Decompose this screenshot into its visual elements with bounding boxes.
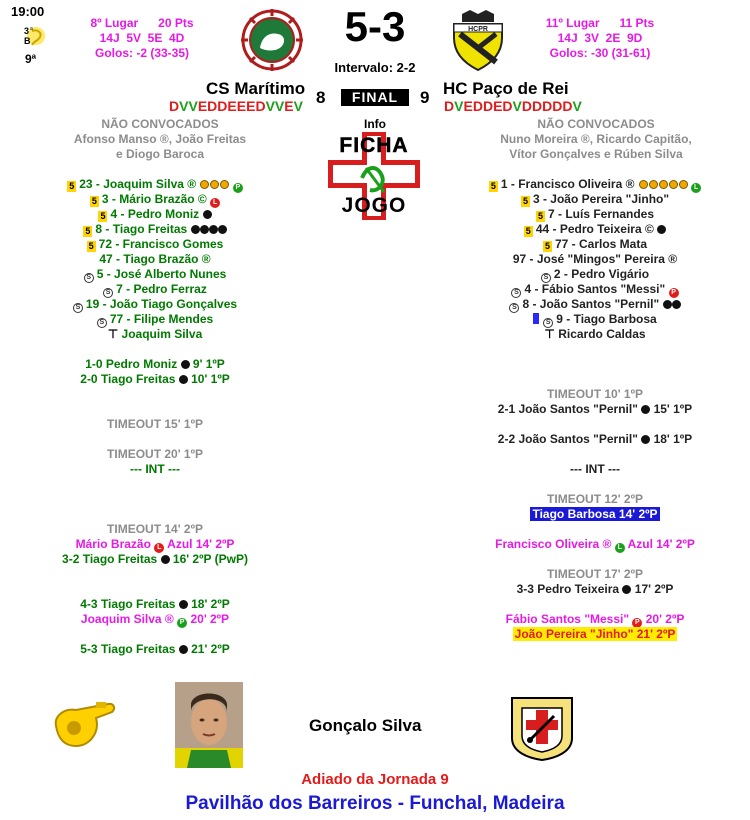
event-text: --- INT ---: [570, 462, 620, 476]
form-result: V: [512, 98, 522, 114]
form-result: D: [482, 98, 494, 114]
round-label: 9ª: [25, 52, 37, 66]
substitute-icon: S: [511, 288, 521, 298]
event-text: 3-2 Tiago Freitas: [62, 552, 158, 566]
starter-badge: 5: [69, 181, 75, 191]
player-name: 4 - Fábio Santos "Messi": [524, 282, 666, 296]
halftime-score: Intervalo: 2-2: [334, 60, 416, 75]
home-goals: Golos: -2 (33-35): [94, 46, 190, 60]
event-text: Joaquim Silva ®: [80, 612, 174, 626]
substitute-icon: S: [84, 273, 94, 283]
svg-text:a: a: [30, 26, 33, 32]
red-card-icon: L: [154, 543, 164, 553]
event-time: 20' 2ºP: [645, 612, 685, 626]
goal-ball-icon: [641, 435, 650, 444]
player-name: 8 - João Santos "Pernil": [522, 297, 660, 311]
player-name: 72 - Francisco Gomes: [98, 237, 224, 251]
substitute-icon: S: [97, 318, 107, 328]
form-result: D: [562, 98, 573, 114]
goal-ball-icon: [218, 225, 227, 234]
event-text: 2-1 João Santos "Pernil": [497, 402, 638, 416]
goal-ball-icon: [179, 645, 188, 654]
form-result: E: [236, 98, 247, 114]
starter-badge: 5: [525, 226, 531, 236]
starter-badge: 5: [544, 241, 550, 251]
jogo-label: JOGO: [341, 194, 407, 217]
event-text: 2-0 Tiago Freitas: [80, 372, 176, 386]
player-name: Joaquim Silva: [121, 327, 203, 341]
event-row: [10, 612, 300, 627]
away-absent-title: NÃO CONVOCADOS: [537, 117, 655, 131]
event-row: [450, 492, 740, 507]
form-result: V: [572, 98, 582, 114]
player-row[interactable]: [450, 327, 740, 342]
player-name: 4 - Pedro Moniz: [110, 207, 200, 221]
event-time: 17' 2ºP: [634, 582, 674, 596]
event-text: TIMEOUT 10' 1ºP: [547, 387, 643, 401]
home-standing: [62, 16, 222, 61]
player-row[interactable]: [10, 267, 300, 282]
round-badge-icon: [22, 23, 48, 49]
player-name: 1 - Francisco Oliveira ®: [500, 177, 635, 191]
form-result: V: [293, 98, 303, 114]
player-row[interactable]: [10, 327, 300, 342]
event-time: Azul 14' 2ºP: [627, 537, 695, 551]
home-events: [10, 357, 300, 677]
event-row: [10, 642, 300, 657]
event-row: [450, 507, 740, 522]
home-record: 14J 5V 5E 4D: [99, 31, 185, 45]
away-absent-line1: Nuno Moreira ®, Ricardo Capitão,: [500, 132, 692, 146]
event-row: [450, 582, 740, 597]
referee-photo: [175, 682, 243, 768]
player-name: 7 - Pedro Ferraz: [116, 282, 207, 296]
event-row: [10, 372, 300, 387]
goal-ball-icon: [200, 225, 209, 234]
green-card-icon: P: [177, 618, 187, 628]
event-row: [10, 462, 300, 477]
event-text: TIMEOUT 14' 2ºP: [107, 522, 203, 536]
event-row: [10, 537, 300, 552]
player-name: 3 - João Pereira "Jinho": [532, 192, 670, 206]
starter-badge: 5: [91, 196, 97, 206]
event-row: [450, 402, 740, 417]
event-text: Francisco Oliveira ®: [495, 537, 612, 551]
event-row: [450, 612, 740, 627]
form-result: D: [502, 98, 513, 114]
medal-icon: [669, 180, 678, 189]
event-row: [450, 567, 740, 582]
event-time: 18' 1ºP: [653, 432, 693, 446]
form-result: E: [493, 98, 503, 114]
goal-ball-icon: [161, 555, 170, 564]
event-time: 21' 2ºP: [191, 642, 230, 656]
home-team-name[interactable]: CS Marítimo: [206, 79, 306, 98]
away-lineup: [450, 177, 740, 342]
player-row[interactable]: [10, 282, 300, 297]
event-row: [450, 387, 740, 402]
player-row[interactable]: [450, 267, 740, 282]
away-events: [450, 387, 740, 707]
substitute-icon: S: [73, 303, 83, 313]
player-name: 97 - José "Mingos" Pereira ®: [512, 252, 678, 266]
medal-icon: [210, 180, 219, 189]
venue: Pavilhão dos Barreiros - Funchal, Madeira: [185, 793, 565, 814]
goal-ball-icon: [179, 600, 188, 609]
away-team-name[interactable]: HC Paço de Rei: [443, 79, 569, 98]
event-row: [10, 417, 300, 432]
substitute-icon: S: [103, 288, 113, 298]
svg-text:3: 3: [24, 26, 30, 36]
player-row[interactable]: [450, 312, 740, 327]
event-text: 4-3 Tiago Freitas: [80, 597, 176, 611]
player-name: 5 - José Alberto Nunes: [96, 267, 227, 281]
substitute-icon: S: [509, 303, 519, 313]
goal-ball-icon: [191, 225, 200, 234]
medal-icon: [649, 180, 658, 189]
event-text: TIMEOUT 17' 2ºP: [547, 567, 643, 581]
player-row[interactable]: [10, 207, 300, 222]
event-text: 2-2 João Santos "Pernil": [497, 432, 638, 446]
home-absent: [50, 117, 270, 162]
medal-icon: [220, 180, 229, 189]
substitute-icon: S: [543, 318, 553, 328]
player-row[interactable]: [10, 192, 300, 207]
info-label[interactable]: Info: [364, 117, 386, 131]
event-time: Azul 14' 2ºP: [167, 537, 235, 551]
event-time: 9' 1ºP: [192, 357, 225, 371]
starter-badge: 5: [88, 241, 94, 251]
player-name: 9 - Tiago Barbosa: [556, 312, 657, 326]
home-absent-title: NÃO CONVOCADOS: [101, 117, 219, 131]
event-row: [10, 552, 300, 567]
player-name: 44 - Pedro Teixeira ©: [535, 222, 654, 236]
player-row[interactable]: [450, 192, 740, 207]
red-card-icon: P: [632, 618, 642, 628]
form-result: E: [197, 98, 208, 114]
player-row[interactable]: [10, 237, 300, 252]
starter-badge: 5: [537, 211, 543, 221]
form-result: D: [217, 98, 228, 114]
event-time: 18' 2ºP: [191, 597, 230, 611]
event-text: TIMEOUT 20' 1ºP: [107, 447, 203, 461]
player-row[interactable]: [10, 297, 300, 312]
player-row[interactable]: [10, 252, 300, 267]
event-text: João Pereira "Jinho" 21' 2ºP: [514, 627, 676, 641]
substitute-icon: S: [541, 273, 551, 283]
event-text: Tiago Barbosa 14' 2ºP: [532, 507, 658, 521]
event-row: [10, 447, 300, 462]
medal-icon: [639, 180, 648, 189]
player-name: 19 - João Tiago Gonçalves: [85, 297, 238, 311]
player-row[interactable]: [450, 297, 740, 312]
goal-ball-icon: [181, 360, 190, 369]
event-text: TIMEOUT 15' 1ºP: [107, 417, 203, 431]
goal-ball-icon: [657, 225, 666, 234]
referee-name: Gonçalo Silva: [309, 716, 422, 735]
away-absent-line2: Vítor Gonçalves e Rúben Silva: [509, 147, 683, 161]
form-result: E: [284, 98, 294, 114]
starter-badge: 5: [100, 211, 106, 221]
player-row[interactable]: [450, 177, 740, 192]
svg-text:HCPR: HCPR: [468, 26, 488, 33]
match-note: Adiado da Jornada 9: [301, 771, 449, 788]
event-text: 5-3 Tiago Freitas: [80, 642, 176, 656]
blue-card-icon: [533, 313, 539, 324]
player-name: 77 - Carlos Mata: [554, 237, 648, 251]
player-row[interactable]: [450, 237, 740, 252]
form-result: V: [274, 98, 285, 114]
event-row: [10, 522, 300, 537]
home-absent-line1: Afonso Manso ®, João Freitas: [73, 132, 247, 146]
goal-ball-icon: [179, 375, 188, 384]
event-time: 20' 2ºP: [190, 612, 230, 626]
starter-badge: 5: [85, 226, 91, 236]
player-row[interactable]: [10, 312, 300, 327]
form-result: D: [444, 98, 455, 114]
form-result: E: [246, 98, 256, 114]
form-result: D: [255, 98, 266, 114]
event-time: 10' 1ºP: [191, 372, 230, 386]
medal-icon: [200, 180, 209, 189]
goal-ball-icon: [663, 300, 672, 309]
red-card-icon: P: [669, 288, 679, 298]
form-result: D: [521, 98, 532, 114]
event-text: Fábio Santos "Messi": [505, 612, 630, 626]
form-result: V: [188, 98, 198, 114]
player-name: Ricardo Caldas: [558, 327, 646, 341]
red-card-icon: L: [210, 198, 220, 208]
event-text: TIMEOUT 12' 2ºP: [547, 492, 643, 506]
home-lineup: [10, 177, 300, 342]
event-text: Mário Brazão: [75, 537, 151, 551]
coach-icon: ⊤: [107, 327, 122, 341]
starter-badge: 5: [490, 181, 496, 191]
event-time: 16' 2ºP (PwP): [172, 552, 248, 566]
form-result: E: [227, 98, 237, 114]
form-result: D: [472, 98, 483, 114]
event-text: --- INT ---: [130, 462, 180, 476]
goal-ball-icon: [209, 225, 218, 234]
away-record: 14J 3V 2E 9D: [557, 31, 643, 45]
player-row[interactable]: [10, 222, 300, 237]
medal-icon: [679, 180, 688, 189]
player-name: 47 - Tiago Brazão ®: [99, 252, 211, 266]
green-card-icon: P: [233, 183, 243, 193]
player-name: 23 - Joaquim Silva ®: [79, 177, 197, 191]
goal-ball-icon: [672, 300, 681, 309]
form-result: V: [454, 98, 464, 114]
ficha-jogo-button[interactable]: [322, 130, 426, 222]
whistle-icon: [52, 696, 118, 750]
home-form-strip: [169, 98, 303, 114]
event-text: 3-3 Pedro Teixeira: [516, 582, 620, 596]
green-card-icon: L: [691, 183, 701, 193]
player-name: 7 - Luís Fernandes: [547, 207, 655, 221]
player-name: 8 - Tiago Freitas: [95, 222, 188, 236]
event-row: [450, 537, 740, 552]
green-card-icon: L: [615, 543, 625, 553]
form-result: D: [532, 98, 543, 114]
coach-icon: ⊤: [544, 327, 559, 341]
event-row: [450, 627, 740, 642]
svg-text:B: B: [24, 36, 31, 46]
event-row: [450, 432, 740, 447]
away-standing: [520, 16, 680, 61]
goal-ball-icon: [622, 585, 631, 594]
away-goals: Golos: -30 (31-61): [549, 46, 651, 60]
form-result: E: [463, 98, 473, 114]
form-result: D: [207, 98, 218, 114]
event-row: [10, 597, 300, 612]
home-absent-line2: e Diogo Baroca: [115, 147, 205, 161]
player-name: 77 - Filipe Mendes: [109, 312, 214, 326]
player-row[interactable]: [10, 177, 300, 192]
medal-icon: [659, 180, 668, 189]
match-time: 19:00: [11, 4, 45, 19]
match-status-badge: FINAL: [341, 89, 409, 106]
away-place: 11º Lugar 11 Pts: [545, 16, 655, 30]
form-result: D: [552, 98, 563, 114]
association-logo: [508, 694, 576, 762]
form-result: V: [265, 98, 275, 114]
form-result: D: [542, 98, 553, 114]
ficha-label: FICHA: [339, 134, 409, 157]
event-time: 15' 1ºP: [653, 402, 693, 416]
goal-ball-icon: [641, 405, 650, 414]
home-crest-logo[interactable]: [240, 8, 304, 72]
form-result: V: [179, 98, 189, 114]
player-name: 3 - Mário Brazão ©: [101, 192, 207, 206]
match-score: 5-3: [344, 3, 406, 50]
event-row: [10, 357, 300, 372]
player-row[interactable]: [450, 282, 740, 297]
player-row[interactable]: [450, 222, 740, 237]
starter-badge: 5: [522, 196, 528, 206]
away-crest-logo[interactable]: [448, 8, 508, 72]
goal-ball-icon: [203, 210, 212, 219]
home-fouls: 8: [316, 88, 326, 107]
event-row: [450, 462, 740, 477]
event-text: 1-0 Pedro Moniz: [85, 357, 178, 371]
player-row[interactable]: [450, 207, 740, 222]
away-form-strip: [444, 98, 582, 114]
home-place: 8º Lugar 20 Pts: [90, 16, 194, 30]
away-absent: [476, 117, 716, 162]
form-result: D: [169, 98, 180, 114]
away-fouls: 9: [420, 88, 430, 107]
player-row[interactable]: [450, 252, 740, 267]
player-name: 2 - Pedro Vigário: [553, 267, 650, 281]
